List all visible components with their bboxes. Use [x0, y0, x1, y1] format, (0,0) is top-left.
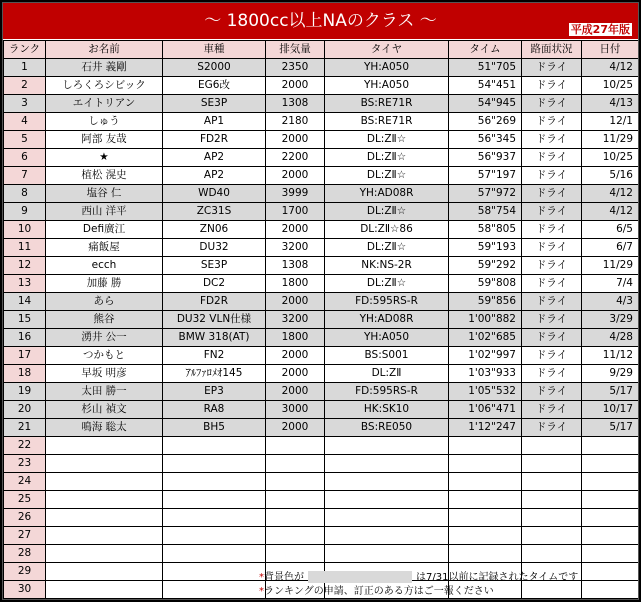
cell-car	[163, 491, 266, 509]
cell-date	[582, 437, 639, 455]
cell-tire: DL:ZⅡ☆	[325, 149, 449, 167]
cell-name: しゅう	[46, 113, 163, 131]
note2-text: ランキングの申請、訂正のある方はご一報ください	[264, 586, 494, 597]
cell-tire: DL:ZⅡ☆	[325, 203, 449, 221]
note-marker: *	[259, 572, 264, 583]
cell-name	[46, 473, 163, 491]
cell-time: 51"705	[449, 59, 522, 77]
cell-name: ecch	[46, 257, 163, 275]
cell-car: FN2	[163, 347, 266, 365]
cell-displacement: 2000	[266, 419, 325, 437]
table-row	[4, 167, 639, 185]
cell-time: 59"292	[449, 257, 522, 275]
cell-car: EG6改	[163, 77, 266, 95]
cell-time	[449, 509, 522, 527]
cell-rank: 8	[4, 185, 46, 203]
table-row	[4, 257, 639, 275]
cell-date: 4/13	[582, 95, 639, 113]
cell-tire: HK:SK10	[325, 401, 449, 419]
cell-time: 59"856	[449, 293, 522, 311]
cell-car: WD40	[163, 185, 266, 203]
cell-rank: 30	[4, 581, 46, 599]
cell-road: ドライ	[522, 365, 582, 383]
cell-date: 10/17	[582, 401, 639, 419]
cell-displacement: 2350	[266, 59, 325, 77]
cell-rank: 26	[4, 509, 46, 527]
cell-tire: DL:ZⅡ☆	[325, 167, 449, 185]
cell-road: ドライ	[522, 113, 582, 131]
table-row	[4, 239, 639, 257]
cell-displacement: 3200	[266, 311, 325, 329]
cell-displacement: 1308	[266, 257, 325, 275]
cell-car: AP2	[163, 167, 266, 185]
cell-time: 1'02"997	[449, 347, 522, 365]
cell-road: ドライ	[522, 383, 582, 401]
cell-time	[449, 437, 522, 455]
cell-time: 56"269	[449, 113, 522, 131]
cell-road	[522, 545, 582, 563]
table-row	[4, 527, 639, 545]
cell-road: ドライ	[522, 221, 582, 239]
footer-notes	[3, 569, 638, 599]
cell-rank: 17	[4, 347, 46, 365]
cell-rank: 11	[4, 239, 46, 257]
cell-time: 1'12"247	[449, 419, 522, 437]
cell-name: ★	[46, 149, 163, 167]
cell-name	[46, 509, 163, 527]
cell-road: ドライ	[522, 311, 582, 329]
cell-name: あら	[46, 293, 163, 311]
cell-name: 太田 勝一	[46, 383, 163, 401]
cell-road	[522, 527, 582, 545]
cell-date: 11/12	[582, 347, 639, 365]
cell-displacement	[266, 437, 325, 455]
cell-tire: FD:595RS-R	[325, 383, 449, 401]
cell-name: Defi廣江	[46, 221, 163, 239]
cell-road	[522, 491, 582, 509]
cell-rank: 9	[4, 203, 46, 221]
cell-road	[522, 437, 582, 455]
table-row	[4, 203, 639, 221]
footer-note-1	[259, 571, 578, 585]
cell-tire: DL:ZⅡ☆	[325, 239, 449, 257]
cell-rank: 27	[4, 527, 46, 545]
cell-car: FD2R	[163, 293, 266, 311]
cell-rank: 10	[4, 221, 46, 239]
cell-rank: 13	[4, 275, 46, 293]
table-row	[4, 113, 639, 131]
cell-road: ドライ	[522, 419, 582, 437]
cell-date	[582, 455, 639, 473]
cell-tire: FD:595RS-R	[325, 293, 449, 311]
cell-rank: 25	[4, 491, 46, 509]
cell-name: 加藤 勝	[46, 275, 163, 293]
cell-time	[449, 473, 522, 491]
cell-car: AP1	[163, 113, 266, 131]
cell-tire: DL:ZⅡ☆86	[325, 221, 449, 239]
table-row	[4, 347, 639, 365]
cell-car: ｱﾙﾌｧﾛﾒｵ145	[163, 365, 266, 383]
cell-name: 鳴海 聡太	[46, 419, 163, 437]
cell-time: 58"805	[449, 221, 522, 239]
cell-rank: 19	[4, 383, 46, 401]
cell-tire: YH:A050	[325, 329, 449, 347]
cell-time: 58"754	[449, 203, 522, 221]
cell-time: 59"193	[449, 239, 522, 257]
cell-name: 早坂 明彦	[46, 365, 163, 383]
table-row	[4, 131, 639, 149]
cell-rank: 5	[4, 131, 46, 149]
table-row	[4, 59, 639, 77]
cell-car: BMW 318(AT)	[163, 329, 266, 347]
cell-rank: 28	[4, 545, 46, 563]
cell-tire: DL:ZⅡ☆	[325, 131, 449, 149]
cell-car: DU32 VLN仕様	[163, 311, 266, 329]
cell-name: 痛飯屋	[46, 239, 163, 257]
cell-tire: YH:AD08R	[325, 311, 449, 329]
cell-tire	[325, 509, 449, 527]
table-row	[4, 149, 639, 167]
cell-date: 6/7	[582, 239, 639, 257]
ranking-table	[3, 40, 639, 599]
cell-date: 9/29	[582, 365, 639, 383]
cell-time: 56"937	[449, 149, 522, 167]
table-row	[4, 329, 639, 347]
cell-name: つかもと	[46, 347, 163, 365]
cell-rank: 29	[4, 563, 46, 581]
cell-car: DU32	[163, 239, 266, 257]
cell-name	[46, 491, 163, 509]
cell-displacement: 3000	[266, 401, 325, 419]
table-row	[4, 275, 639, 293]
cell-rank: 21	[4, 419, 46, 437]
cell-displacement: 3200	[266, 239, 325, 257]
cell-car: BH5	[163, 419, 266, 437]
column-header-date: 日付	[582, 41, 639, 59]
cell-name: 熊谷	[46, 311, 163, 329]
cell-tire	[325, 455, 449, 473]
cell-road: ドライ	[522, 77, 582, 95]
cell-rank: 20	[4, 401, 46, 419]
table-row	[4, 185, 639, 203]
cell-car: AP2	[163, 149, 266, 167]
table-row	[4, 401, 639, 419]
cell-time	[449, 527, 522, 545]
cell-date: 4/3	[582, 293, 639, 311]
cell-time: 57"197	[449, 167, 522, 185]
cell-name	[46, 455, 163, 473]
cell-rank: 14	[4, 293, 46, 311]
cell-tire: BS:RE71R	[325, 113, 449, 131]
cell-displacement: 1700	[266, 203, 325, 221]
cell-road: ドライ	[522, 95, 582, 113]
cell-car: ZC31S	[163, 203, 266, 221]
cell-date	[582, 473, 639, 491]
cell-road: ドライ	[522, 59, 582, 77]
cell-name	[46, 437, 163, 455]
cell-name: 植松 滉史	[46, 167, 163, 185]
cell-date: 4/28	[582, 329, 639, 347]
table-row	[4, 221, 639, 239]
cell-rank: 24	[4, 473, 46, 491]
cell-car: ZN06	[163, 221, 266, 239]
cell-car	[163, 509, 266, 527]
cell-car	[163, 545, 266, 563]
cell-displacement: 2180	[266, 113, 325, 131]
cell-car: FD2R	[163, 131, 266, 149]
cell-time	[449, 545, 522, 563]
cell-road: ドライ	[522, 239, 582, 257]
table-row	[4, 437, 639, 455]
table-header-row	[4, 41, 639, 59]
cell-date	[582, 545, 639, 563]
cell-road: ドライ	[522, 329, 582, 347]
table-row	[4, 293, 639, 311]
cell-displacement: 2000	[266, 167, 325, 185]
cell-rank: 7	[4, 167, 46, 185]
cell-rank: 6	[4, 149, 46, 167]
cell-tire	[325, 527, 449, 545]
cell-displacement: 1800	[266, 275, 325, 293]
table-row	[4, 365, 639, 383]
cell-time	[449, 491, 522, 509]
table-row	[4, 383, 639, 401]
cell-displacement	[266, 545, 325, 563]
cell-date: 3/29	[582, 311, 639, 329]
cell-date: 5/16	[582, 167, 639, 185]
cell-name	[46, 545, 163, 563]
column-header-car: 車種	[163, 41, 266, 59]
cell-time: 54"945	[449, 95, 522, 113]
cell-displacement	[266, 509, 325, 527]
cell-car	[163, 437, 266, 455]
cell-road: ドライ	[522, 185, 582, 203]
ranking-sheet	[2, 2, 639, 600]
cell-time: 56"345	[449, 131, 522, 149]
cell-tire: YH:A050	[325, 77, 449, 95]
column-header-displacement: 排気量	[266, 41, 325, 59]
cell-rank: 15	[4, 311, 46, 329]
table-row	[4, 419, 639, 437]
cell-road: ドライ	[522, 293, 582, 311]
cell-car: EP3	[163, 383, 266, 401]
cell-name: 西山 洋平	[46, 203, 163, 221]
cell-rank: 12	[4, 257, 46, 275]
cell-tire: YH:A050	[325, 59, 449, 77]
cell-tire	[325, 473, 449, 491]
cell-date: 5/17	[582, 419, 639, 437]
cell-road	[522, 473, 582, 491]
cell-name: 石井 義剛	[46, 59, 163, 77]
cell-displacement: 2200	[266, 149, 325, 167]
cell-displacement: 2000	[266, 293, 325, 311]
cell-displacement: 2000	[266, 365, 325, 383]
cell-date: 4/12	[582, 59, 639, 77]
cell-rank: 22	[4, 437, 46, 455]
cell-time: 1'05"532	[449, 383, 522, 401]
note1-prefix: 背景色が	[264, 572, 304, 583]
cell-displacement: 2000	[266, 77, 325, 95]
column-header-name: お名前	[46, 41, 163, 59]
cell-car	[163, 527, 266, 545]
cell-name: 湧井 公一	[46, 329, 163, 347]
cell-road: ドライ	[522, 131, 582, 149]
column-header-time: タイム	[449, 41, 522, 59]
cell-tire: DL:ZⅡ	[325, 365, 449, 383]
cell-date: 6/5	[582, 221, 639, 239]
cell-time: 1'02"685	[449, 329, 522, 347]
cell-time: 1'06"471	[449, 401, 522, 419]
cell-time: 1'00"882	[449, 311, 522, 329]
title-bar	[3, 3, 638, 39]
column-header-road: 路面状況	[522, 41, 582, 59]
table-row	[4, 311, 639, 329]
cell-name	[46, 527, 163, 545]
cell-date: 5/17	[582, 383, 639, 401]
cell-car: RA8	[163, 401, 266, 419]
cell-rank: 2	[4, 77, 46, 95]
cell-time	[449, 455, 522, 473]
cell-name: エイトリアン	[46, 95, 163, 113]
cell-tire: DL:ZⅡ☆	[325, 275, 449, 293]
table-row	[4, 455, 639, 473]
cell-rank: 16	[4, 329, 46, 347]
cell-tire	[325, 491, 449, 509]
footer-note-2	[259, 585, 494, 599]
cell-car: SE3P	[163, 257, 266, 275]
cell-displacement: 2000	[266, 383, 325, 401]
note-marker: *	[259, 586, 264, 597]
cell-name: 阿部 友哉	[46, 131, 163, 149]
cell-tire	[325, 437, 449, 455]
cell-displacement: 1308	[266, 95, 325, 113]
cell-date	[582, 491, 639, 509]
cell-road: ドライ	[522, 401, 582, 419]
cell-rank: 1	[4, 59, 46, 77]
cell-car: DC2	[163, 275, 266, 293]
cell-date: 11/29	[582, 131, 639, 149]
ranking-rows	[4, 59, 639, 599]
cell-date	[582, 509, 639, 527]
cell-time: 1'03"933	[449, 365, 522, 383]
cell-road: ドライ	[522, 257, 582, 275]
cell-time: 59"808	[449, 275, 522, 293]
cell-date: 10/25	[582, 77, 639, 95]
cell-road: ドライ	[522, 149, 582, 167]
cell-tire: YH:AD08R	[325, 185, 449, 203]
table-row	[4, 545, 639, 563]
page-title: ～ 1800cc以上NAのクラス ～	[204, 11, 437, 31]
cell-date: 7/4	[582, 275, 639, 293]
table-row	[4, 509, 639, 527]
cell-tire	[325, 545, 449, 563]
edition-label: 平成27年版	[570, 23, 630, 36]
cell-displacement	[266, 473, 325, 491]
cell-tire: NK:NS-2R	[325, 257, 449, 275]
cell-tire: BS:S001	[325, 347, 449, 365]
table-row	[4, 473, 639, 491]
cell-name: しろくろシビック	[46, 77, 163, 95]
cell-car: SE3P	[163, 95, 266, 113]
table-row	[4, 491, 639, 509]
cell-road: ドライ	[522, 347, 582, 365]
column-header-tire: タイヤ	[325, 41, 449, 59]
cell-displacement	[266, 491, 325, 509]
legend-swatch	[308, 571, 412, 583]
cell-car	[163, 473, 266, 491]
cell-displacement: 3999	[266, 185, 325, 203]
cell-date: 10/25	[582, 149, 639, 167]
cell-car: S2000	[163, 59, 266, 77]
cell-rank: 18	[4, 365, 46, 383]
column-header-rank: ランク	[4, 41, 46, 59]
cell-road	[522, 509, 582, 527]
cell-time: 54"451	[449, 77, 522, 95]
cell-displacement	[266, 527, 325, 545]
note1-suffix: は7/31以前に記録されたタイムです	[416, 572, 579, 583]
cell-rank: 23	[4, 455, 46, 473]
cell-date: 4/12	[582, 185, 639, 203]
cell-date: 4/12	[582, 203, 639, 221]
cell-displacement: 2000	[266, 221, 325, 239]
cell-rank: 3	[4, 95, 46, 113]
cell-tire: BS:RE71R	[325, 95, 449, 113]
cell-time: 57"972	[449, 185, 522, 203]
cell-date: 11/29	[582, 257, 639, 275]
table-row	[4, 95, 639, 113]
cell-road: ドライ	[522, 275, 582, 293]
cell-road: ドライ	[522, 203, 582, 221]
cell-date: 12/1	[582, 113, 639, 131]
cell-name: 塩谷 仁	[46, 185, 163, 203]
cell-displacement	[266, 455, 325, 473]
cell-rank: 4	[4, 113, 46, 131]
cell-displacement: 2000	[266, 131, 325, 149]
cell-car	[163, 455, 266, 473]
cell-name: 杉山 禎文	[46, 401, 163, 419]
table-row	[4, 77, 639, 95]
cell-road: ドライ	[522, 167, 582, 185]
cell-date	[582, 527, 639, 545]
cell-road	[522, 455, 582, 473]
cell-displacement: 1800	[266, 329, 325, 347]
cell-tire: BS:RE050	[325, 419, 449, 437]
cell-displacement: 2000	[266, 347, 325, 365]
